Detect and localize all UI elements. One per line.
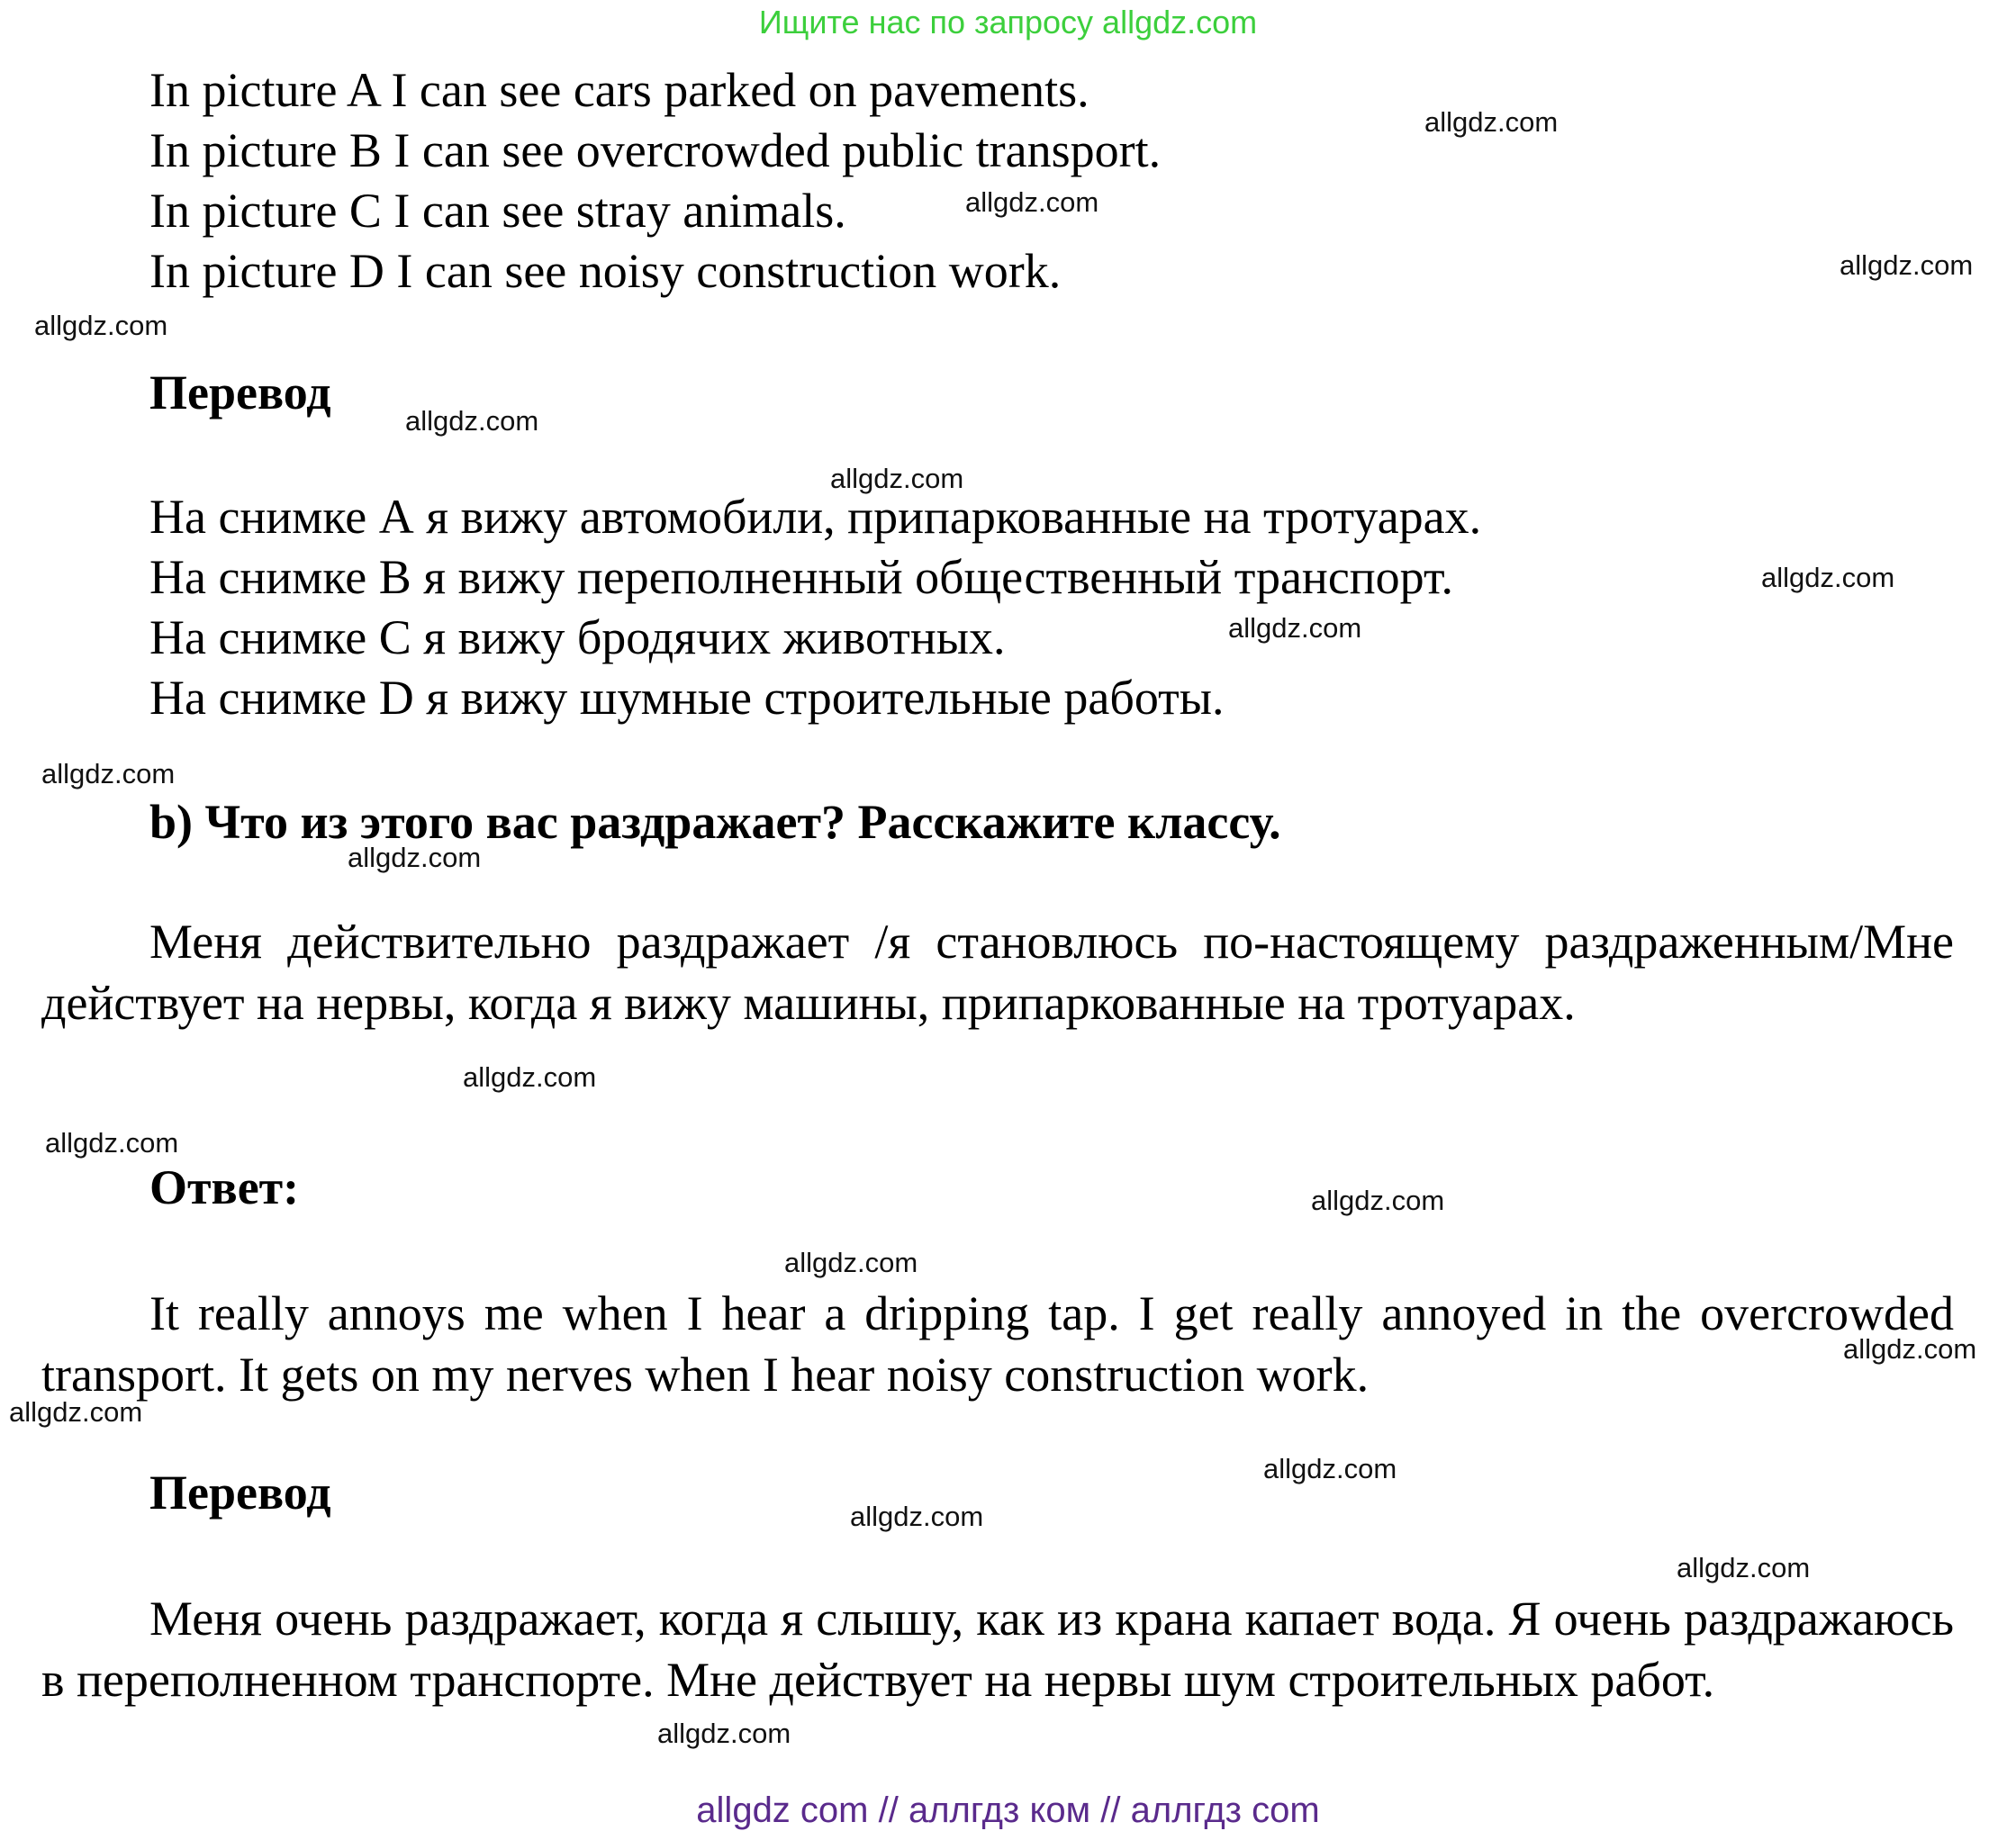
answer-paragraph: It really annoys me when I hear a dripping tap. I get really annoyed in the overcrowded transport. It gets on my nerves when I hear noisy construction work. <box>41 1286 1954 1402</box>
answer-line-a: In picture A I can see cars parked on pavements. <box>149 63 1089 117</box>
answer-line-c: In picture C I can see stray animals. <box>149 184 846 238</box>
watermark: allgdz.com <box>1424 106 1559 138</box>
translation-line-a: На снимке А я вижу автомобили, припаркованные на тротуарах. <box>149 490 1482 544</box>
example-paragraph: Меня действительно раздражает /я становлюсь по-настоящему раздраженным/Мне действует на нервы, когда я вижу машины, припаркованные на тротуарах. <box>41 915 1954 1030</box>
question-b: b) Что из этого вас раздражает? Расскажите классу. <box>149 795 1281 849</box>
top-banner[interactable]: Ищите нас по запросу allgdz.com <box>758 4 1258 41</box>
watermark: allgdz.com <box>830 463 964 494</box>
watermark: allgdz.com <box>348 842 482 873</box>
watermark: allgdz.com <box>1843 1333 1977 1365</box>
translation-line-b: На снимке B я вижу переполненный общественный транспорт. <box>149 550 1454 604</box>
watermark: allgdz.com <box>850 1501 984 1532</box>
watermark: allgdz.com <box>45 1127 179 1159</box>
watermark: allgdz.com <box>1228 612 1362 644</box>
answer-heading: Ответ: <box>149 1160 300 1214</box>
watermark: allgdz.com <box>41 758 176 789</box>
watermark: allgdz.com <box>1311 1185 1445 1216</box>
watermark: allgdz.com <box>1677 1552 1811 1583</box>
watermark: allgdz.com <box>1840 249 1974 281</box>
bottom-banner[interactable]: allgdz com // аллгдз ком // аллгдз com <box>696 1790 1320 1830</box>
answer-line-d: In picture D I can see noisy construction work. <box>149 244 1062 298</box>
watermark: allgdz.com <box>965 186 1099 218</box>
answer-line-b: In picture B I can see overcrowded public transport. <box>149 123 1162 177</box>
translation-heading-a: Перевод <box>149 365 331 419</box>
watermark: allgdz.com <box>34 310 168 341</box>
translation-line-d: На снимке D я вижу шумные строительные работы. <box>149 671 1225 725</box>
watermark: allgdz.com <box>784 1247 918 1278</box>
translation-heading-b: Перевод <box>149 1466 331 1520</box>
watermark: allgdz.com <box>9 1396 143 1428</box>
watermark: allgdz.com <box>1761 562 1895 593</box>
translation-line-c: На снимке C я вижу бродячих животных. <box>149 610 1006 664</box>
watermark: allgdz.com <box>1263 1453 1397 1484</box>
watermark: allgdz.com <box>463 1061 597 1093</box>
watermark: allgdz.com <box>405 405 539 437</box>
watermark: allgdz.com <box>657 1718 791 1749</box>
translation-paragraph: Меня очень раздражает, когда я слышу, как из крана капает вода. Я очень раздражаюсь в переполненном транспорте. Мне действует на нервы шум строительных работ. <box>41 1592 1954 1707</box>
